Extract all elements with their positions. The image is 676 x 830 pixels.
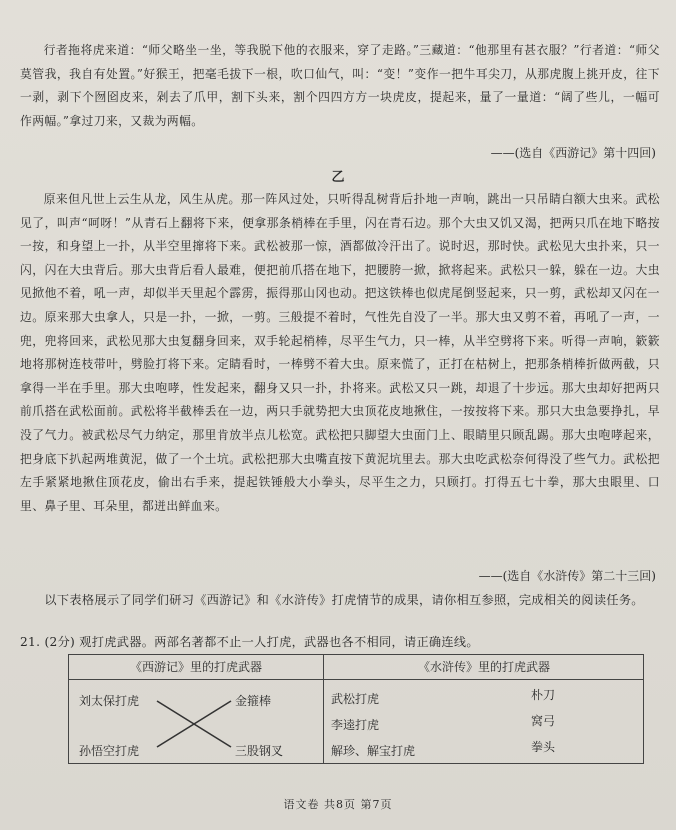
- left-person-1: 刘太保打虎: [79, 694, 140, 708]
- left-person-2: 孙悟空打虎: [79, 744, 140, 758]
- passage-yi-source: ——(选自《水浒传》第二十三回): [478, 569, 656, 583]
- question-21: 21. (2分) 观打虎武器。两部名著都不止一人打虎，武器也各不相同，请正确连线。: [20, 635, 479, 649]
- task-intro: 以下表格展示了同学们研习《西游记》和《水浒传》打虎情节的成果，请你相互参照，完成相关的阅读任务。: [44, 593, 644, 607]
- right-weapon-1: 朴刀: [531, 688, 556, 702]
- right-person-2: 李逵打虎: [331, 718, 380, 732]
- right-person-3: 解珍、解宝打虎: [331, 744, 416, 758]
- passage-jia-text: 行者拖将虎来道：“师父略坐一坐，等我脱下他的衣服来，穿了走路。”三藏道：“他那里有甚衣服？”行者道：“师父莫管我，我自有处置。”好猴王，把毫毛拔下一根，吹口仙气，叫：“变！”变作一把牛耳尖刀，从那虎腹上挑开皮，往下一剥，剥下个囫囵皮来，剁去了爪甲，割下头来，割个四四方方一块虎皮，提起来，量了一量道：“阔了些儿，一幅可作两幅。”拿过刀来，又裁为两幅。: [20, 43, 660, 128]
- section-yi-title: 乙: [331, 170, 345, 185]
- right-weapon-3: 拳头: [531, 740, 556, 754]
- passage-yi-text: 原来但凡世上云生从龙，风生从虎。那一阵风过处，只听得乱树背后扑地一声响，跳出一只吊睛白额大虫来。武松见了，叫声“呵呀！”从青石上翻将下来，便拿那条梢棒在手里，闪在青石边。那个大虫又饥又渴，把两只爪在地下略按一按，和身望上一扑，从半空里撺将下来。武松被那一惊，酒都做冷汗出了。说时迟，那时快。武松见大虫扑来，只一闪，闪在大虫背后。那大虫背后看人最难，便把前爪搭在地下，把腰胯一掀，掀将起来。武松只一躲，躲在一边。大虫见掀他不着，吼一声，却似半天里起个霹雳，振得那山冈也动。把这铁棒也似虎尾倒竖起来，只一剪，武松却又闪在一边。原来那大虫拿人，只是一扑，一掀，一剪。三般提不着时，气性先自没了一半。那大虫又剪不着，再吼了一声，一兜，兜将回来，武松见那大虫复翻身回来，双手轮起梢棒，尽平生气力，只一棒，从半空劈将下来。听得一声响，簌簌地将那树连枝带叶，劈脸打将下来。定睛看时，一棒劈不着大虫。原来慌了，正打在枯树上，把那条梢棒折做两截，只拿得一半在手里。那大虫咆哮，性发起来，翻身又只一扑，扑将来。武松又只一跳，却退了十步远。那大虫却好把两只前爪搭在武松面前。武松将半截棒丢在一边，两只手就势把大虫顶花皮地揪住，一按按将下来。那只大虫急要挣扎，早没了气力。被武松尽气力纳定，那里肯放半点儿松宽。武松把只脚望大虫面门上、眼睛里只顾乱踢。那大虫咆哮起来，把身底下扒起两堆黄泥，做了一个土坑。武松把那大虫嘴直按下黄泥坑里去。那大虫吃武松奈何得没了些气力。武松把左手紧紧地揪住顶花皮，偷出右手来，提起铁锤般大小拳头，尽平生之力，只顾打。打得五七十拳，那大虫眼里、口里、鼻子里、耳朵里，都迸出鲜血来。: [20, 192, 660, 513]
- right-weapon-2: 窝弓: [531, 714, 556, 728]
- right-person-1: 武松打虎: [331, 692, 380, 706]
- left-weapon-2: 三股钢叉: [235, 744, 284, 758]
- page-footer: 语文卷 共8页 第7页: [283, 798, 393, 811]
- left-header: 《西游记》里的打虎武器: [129, 660, 262, 674]
- passage-jia-source: ——(选自《西游记》第十四回): [490, 146, 656, 160]
- left-weapon-1: 金箍棒: [235, 694, 272, 708]
- weapons-matching-table: [68, 654, 644, 764]
- right-header: 《水浒传》里的打虎武器: [417, 660, 550, 674]
